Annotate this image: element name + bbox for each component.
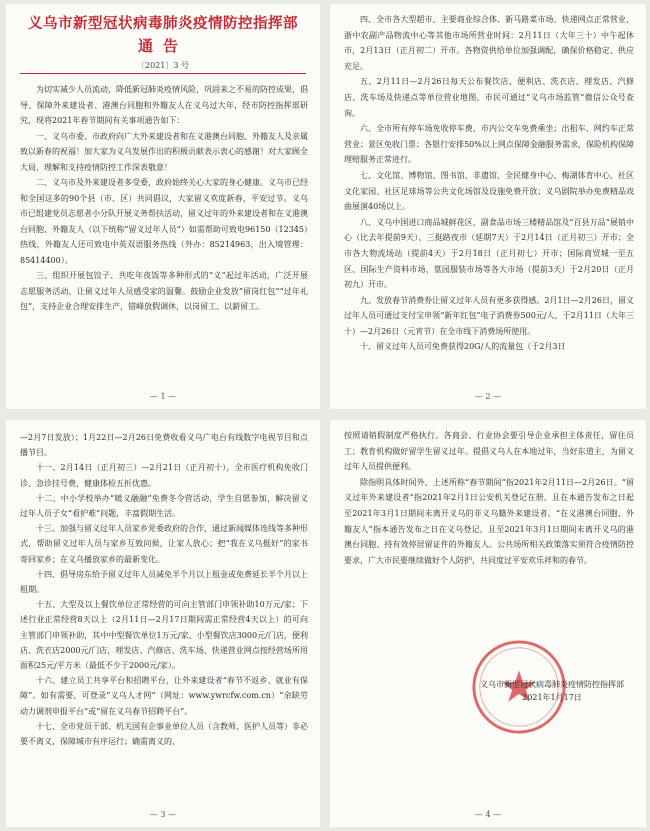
paragraph: —2月7日发放）；1月22日—2月26日免费收看义乌广电台有线数字电视节目和点播节目。 (20, 433, 308, 458)
paragraph: 十三、加强与留义过年人员家乡党委政府的合作，通过新闻媒体连线等多种形式，帮助留义过年人员与家乡互致问候，让家人放心；把“我在义乌挺好”的家书寄回家乡；在义乌播放家乡的最新变化。 (20, 524, 308, 564)
paragraph: 六、全市所有停车场免收停车费，市内公交车免费乘坐；出租车、网约车正常营业；景区免收门票；各银行安排50%以上网点保障金融服务需求，保险机构保障理赔服务正常进行。 (344, 124, 634, 165)
paragraph: 五、2月11日—2月26日每天公布餐饮店、便利店、洗衣店、理发店、汽修店、洗车场及快递点等单位营业地图，市民可通过“义乌市场监管”微信公众号查询。 (344, 77, 634, 118)
document-number: 〔2021〕3 号 (137, 61, 189, 70)
paragraph: 十五、大型及以上餐饮单位正常经营的可向主管部门申领补助10万元/家；下述行业正常经营8天以上（2月11日—2月17日期间需正常经营4天以上）的可向主管部门申领补助，其中中型餐饮单位1万元/家、小型餐饮店3000元/门店，便利店、洗衣店2000元/门店，理发店、汽修店、洗车场、快递营业网点按经营场所用面积25元/平方米（最低不少于2000元/家）。 (20, 600, 308, 671)
page-1-body (20, 82, 308, 315)
page-number: — 2 — (474, 392, 502, 401)
signature-organization: 义乌市新型冠状病毒肺炎疫情防控指挥部 (480, 680, 624, 689)
document-page-3 (6, 420, 320, 827)
paragraph: 按照请销假制度严格执行。各商会、行业协会要引导企业承担主体责任，留住员工；教育机构做好留学生留义过年。提倡义乌人在本地过年，当好东道主，为留义过年人员提供便利。 (344, 431, 634, 472)
page-3-body (20, 430, 308, 749)
paragraph: 七、文化馆、博物馆、图书馆、非遗馆、全民健身中心、梅湖体育中心、社区文化家园、社区足球场等公共文化场馆及设施免费开放；义乌剧院举办免费精品戏曲展演40场以上。 (344, 170, 634, 212)
signature-date: 2021年1月17日 (522, 693, 582, 702)
page-2-body (344, 12, 634, 355)
paragraph: 二、义乌市及外来建设者多受委，政府始终关心大家的身心健康。义乌市已经和全国这多的90个县（市、区）共同倡议，大家留义欢度新春，平安过节。义乌市已组建党员志愿者小分队开展义务帮扶活动，留义过年的外来建设者和在义港澳台同胞、外籍友人（以下统称“留义过年人员”）如需帮助可致电96150（12345）热线，外籍友人还可致电中英双语服务热线（外办：85214963，出入境管理：85414400）。 (20, 178, 308, 265)
paragraph: 十七、全市党员干部、机关国有企事业单位人员（含教师、医护人员等）非必要不离义，保障城市有序运行；确需离义的， (20, 721, 308, 747)
paragraph: 十、留义过年人员可免费获得20G/人的流量包（于2月3日 (360, 342, 566, 352)
paragraph: 十四、倡导房东给予留义过年人员减免半个月以上租金或免费延长半个月以上租期。 (20, 569, 308, 595)
page-number: — 3 — (149, 810, 177, 819)
signature-block (480, 678, 624, 704)
paragraph: 一、义乌市委、市政府向广大外来建设者和在义港澳台同胞、外籍友人及亲属致以新春的祝福！加大家为义乌发展作出的积极贡献表示衷心的感谢！对大家顾全大局，理解和支持疫情防控工作深表敬意！ (20, 131, 308, 172)
paragraph: 十一、2月14日（正月初三）—2月21日（正月初十），全市医疗机构免收门诊、急诊挂号费，健康体检五折优惠。 (20, 463, 308, 488)
document-page-4 (330, 420, 646, 827)
page-number: — 4 — (474, 810, 502, 819)
paragraph: 八、义乌中国进口商品城鲜花区，副食品市场三楼精品馆及“百县万品”展销中心（比去年提前9天）、三挺路夜市（延期7天）于2月14日（正月初三）开市；全市各大物流场站（提前4天）于2月18日（正月初七）开市；国际商贸城一至五区、国际生产资料市场、篁园服装市场等各大市场（提前3天）于2月20日（正月初九）开市。 (344, 217, 634, 290)
paragraph: 三、组织开展包饺子、共吃年夜饭等多种形式的“义”起过年活动，广泛开展志愿服务活动，让留义过年人员感受家的温馨。鼓励企业发放“留岗红包”“过年礼包”，支持企业合理安排生产，错峰放假调休，以岗留工、以薪留工。 (20, 271, 308, 311)
page-4-body (344, 428, 634, 568)
notice-issuer-title: 义乌市新型冠状病毒肺炎疫情防控指挥部 (28, 16, 298, 32)
paragraph: 十二、中小学校举办“暖义融融”免费冬令营活动，学生自愿参加，解决留义过年人员子女“看护难”问题，丰富假期生活。 (20, 493, 308, 519)
paragraph: 十六、建立员工共享平台和招聘平台，让外来建设者“春节不返乡、就业有保障”。如有需要，可登录“义乌人才网”（网址：www.ywrcfw.com.cn）“余缺劳动力调剂申报平台”或“留在义乌春节招聘平台”。 (20, 676, 308, 716)
paragraph: 九、发放春节消费券让留义过年人员有更多获得感。2月1日—2月26日，留义过年人员可通过支付宝申领“新年红包”电子消费券500元/人，于2月11日（大年三十）—2月26日（元宵节）在全市线下消费场所使用。 (344, 295, 634, 336)
document-page-1 (6, 4, 320, 409)
paragraph: 为切实减少人员流动，降低新冠肺炎疫情风险，巩固来之不易的防控成果，倡导、保障外来建设者、港澳台同胞和外籍友人在义乌过大年，经市防控指挥部研究，现将2021年春节期间有关事项通告如下： (20, 85, 308, 125)
notice-heading: 通告 (137, 37, 188, 55)
header-red-rule (20, 73, 306, 74)
document-page-2 (330, 4, 646, 409)
page-number: — 1 — (149, 392, 177, 401)
paragraph: 除指明具体时间外，上述所称“春节期间”指2021年2月11日—2月26日。“留义过年外来建设者”指2021年2月1日公安机关登记在册，且在本通告发布之日起至2021年3月1日期间未离开义乌的非义乌籍外来建设者。“在义港澳台同胞、外籍友人”指本通告发布之日在义乌登记，且至2021年3月1日期间未离开义乌的港澳台同胞、持有效停居留证件的外籍友人。公共场所相关政策落实须符合疫情防控要求，广大市民要继续做好个人防护，共同度过平安欢乐祥和的春节。 (344, 477, 634, 565)
paragraph: 四、全市各大型超市、主要商业综合体、新马路菜市场、快递网点正常营业，浙中农副产品物流中心等其他市场所营业时间：2月11日（大年三十）中午起休市，2月13日（正月初二）开市。各物资供给单位加强调配，确保价格稳定、供应充足。 (344, 15, 634, 71)
